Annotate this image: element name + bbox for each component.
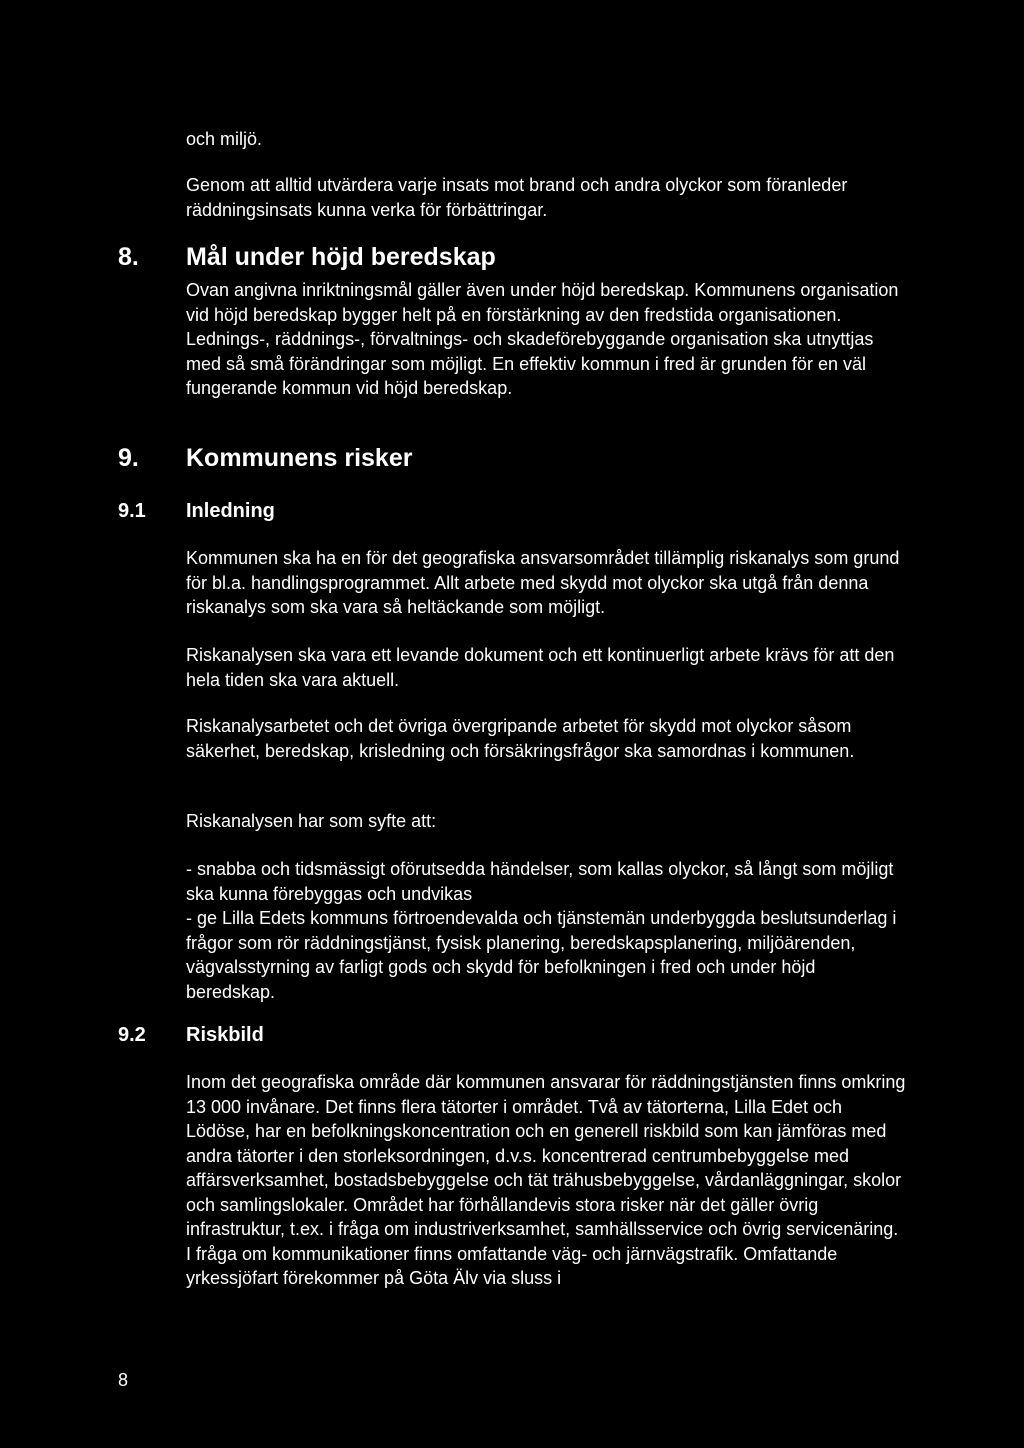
page-number: 8	[118, 1370, 129, 1390]
section-9-number: 9.	[118, 444, 139, 472]
section-8-title: Mål under höjd beredskap	[186, 243, 496, 271]
section-9-1-bullet-2: - ge Lilla Edets kommuns förtroendevalda och tjänstemän underbyggda beslutsunderlag i frågor som rör räddningstjänst, fysisk planering, beredskapsplanering, miljöärenden, vägvalsstyrning av farligt gods och skydd för befolkningen i fred och under höjd beredskap.	[186, 908, 897, 1002]
section-9-2-title: Riskbild	[186, 1024, 264, 1046]
section-8-number: 8.	[118, 243, 139, 271]
section-9-1-paragraph-3: Riskanalysarbetet och det övriga övergripande arbetet för skydd mot olyckor såsom säkerhet, beredskap, krisledning och försäkringsfrågor ska samordnas i kommunen.	[186, 716, 855, 761]
section-9-2-paragraph: Inom det geografiska område där kommunen ansvarar för räddningstjänsten finns omkring 13 000 invånare. Det finns flera tätorter i området. Två av tätorterna, Lilla Edet och Lödöse, har en befolkningskoncentration och en generell riskbild som kan jämföras med andra tätorter i den storleksordningen, d.v.s. koncentrerad centrumbebyggelse med affärsverksamhet, bostadsbebyggelse och tät trähusbebyggelse, vårdanläggningar, skolor och samlingslokaler. Området har förhållandevis stora risker när det gäller övrig infrastruktur, t.ex. i fråga om industriverksamhet, samhällsservice och övrig servicenäring. I fråga om kommunikationer finns omfattande väg- och järnvägstrafik. Omfattande yrkessjöfart förekommer på Göta Älv via sluss i	[186, 1072, 906, 1288]
section-9-title: Kommunens risker	[186, 444, 413, 472]
section-8-paragraph: Ovan angivna inriktningsmål gäller även under höjd beredskap. Kommunens organisation vid höjd beredskap bygger helt på en förstärkning av den fredstida organisationen. Lednings-, räddnings-, förvaltnings- och skadeförebyggande organisation ska utnyttjas med så små förändringar som möjligt. En effektiv kommun i fred är grunden för en väl fungerande kommun vid höjd beredskap.	[186, 280, 899, 398]
section-9-1-paragraph-2: Riskanalysen ska vara ett levande dokument och ett kontinuerligt arbete krävs för att den hela tiden ska vara aktuell.	[186, 645, 895, 690]
section-9-1-paragraph-1: Kommunen ska ha en för det geografiska ansvarsområdet tillämplig riskanalys som grund för bl.a. handlingsprogrammet. Allt arbete med skydd mot olyckor ska utgå från denna riskanalys som ska vara så heltäckande som möjligt.	[186, 548, 900, 617]
section-9-1-bullet-1: - snabba och tidsmässigt oförutsedda händelser, som kallas olyckor, så långt som möjligt ska kunna förebyggas och undvikas	[186, 859, 894, 904]
section-9-1-title: Inledning	[186, 500, 275, 522]
section-9-1-paragraph-4: Riskanalysen har som syfte att:	[186, 811, 437, 831]
intro-paragraph: Genom att alltid utvärdera varje insats mot brand och andra olyckor som föranleder räddningsinsats kunna verka för förbättringar.	[186, 175, 848, 220]
section-9-1-number: 9.1	[118, 500, 146, 522]
section-9-2-number: 9.2	[118, 1024, 146, 1046]
intro-line: och miljö.	[186, 129, 263, 149]
